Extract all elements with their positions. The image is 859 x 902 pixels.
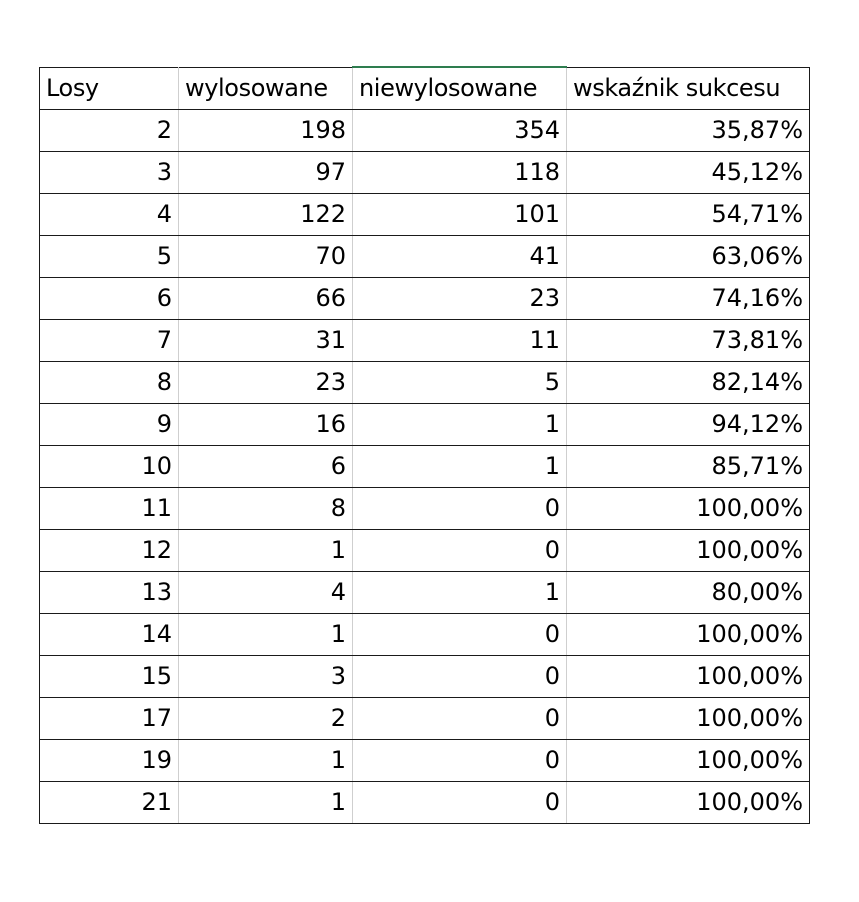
cell-wylosowane[interactable]: 122 [179,194,353,236]
cell-niewylosowane[interactable]: 354 [353,110,567,152]
cell-wylosowane[interactable]: 6 [179,446,353,488]
cell-losy[interactable]: 19 [40,740,179,782]
cell-losy[interactable]: 17 [40,698,179,740]
cell-niewylosowane[interactable]: 5 [353,362,567,404]
cell-wskaznik-sukcesu[interactable]: 35,87% [567,110,810,152]
cell-wylosowane[interactable]: 1 [179,782,353,824]
cell-niewylosowane[interactable]: 0 [353,488,567,530]
header-row [40,67,810,110]
cell-losy[interactable]: 3 [40,152,179,194]
table-row [40,572,810,614]
cell-losy[interactable]: 7 [40,320,179,362]
table-row [40,488,810,530]
header-niewylosowane[interactable]: niewylosowane [353,67,567,110]
cell-losy[interactable]: 13 [40,572,179,614]
cell-wylosowane[interactable]: 16 [179,404,353,446]
cell-niewylosowane[interactable]: 0 [353,740,567,782]
table-body [40,110,810,824]
cell-losy[interactable]: 6 [40,278,179,320]
cell-wskaznik-sukcesu[interactable]: 74,16% [567,278,810,320]
cell-wskaznik-sukcesu[interactable]: 100,00% [567,782,810,824]
table-row [40,152,810,194]
table-row [40,110,810,152]
table-row [40,530,810,572]
cell-losy[interactable]: 5 [40,236,179,278]
cell-wskaznik-sukcesu[interactable]: 82,14% [567,362,810,404]
cell-wskaznik-sukcesu[interactable]: 85,71% [567,446,810,488]
cell-losy[interactable]: 2 [40,110,179,152]
table-row [40,320,810,362]
cell-losy[interactable]: 11 [40,488,179,530]
table-row [40,404,810,446]
cell-wylosowane[interactable]: 3 [179,656,353,698]
cell-niewylosowane[interactable]: 11 [353,320,567,362]
cell-wskaznik-sukcesu[interactable]: 45,12% [567,152,810,194]
table-row [40,614,810,656]
cell-wskaznik-sukcesu[interactable]: 100,00% [567,614,810,656]
cell-niewylosowane[interactable]: 0 [353,698,567,740]
cell-losy[interactable]: 8 [40,362,179,404]
table-row [40,236,810,278]
cell-wylosowane[interactable]: 31 [179,320,353,362]
cell-wskaznik-sukcesu[interactable]: 54,71% [567,194,810,236]
table-row [40,194,810,236]
cell-wskaznik-sukcesu[interactable]: 80,00% [567,572,810,614]
table-row [40,446,810,488]
cell-losy[interactable]: 21 [40,782,179,824]
header-wylosowane[interactable]: wylosowane [179,67,353,110]
cell-wskaznik-sukcesu[interactable]: 73,81% [567,320,810,362]
data-table [39,66,810,824]
cell-losy[interactable]: 4 [40,194,179,236]
cell-wylosowane[interactable]: 23 [179,362,353,404]
cell-niewylosowane[interactable]: 23 [353,278,567,320]
cell-niewylosowane[interactable]: 0 [353,656,567,698]
cell-wylosowane[interactable]: 70 [179,236,353,278]
cell-niewylosowane[interactable]: 1 [353,572,567,614]
header-losy[interactable]: Losy [40,67,179,110]
cell-wylosowane[interactable]: 97 [179,152,353,194]
cell-wylosowane[interactable]: 1 [179,740,353,782]
cell-niewylosowane[interactable]: 1 [353,404,567,446]
cell-wylosowane[interactable]: 198 [179,110,353,152]
cell-wskaznik-sukcesu[interactable]: 63,06% [567,236,810,278]
cell-losy[interactable]: 15 [40,656,179,698]
table-row [40,362,810,404]
cell-wskaznik-sukcesu[interactable]: 100,00% [567,656,810,698]
cell-wylosowane[interactable]: 1 [179,614,353,656]
cell-wylosowane[interactable]: 1 [179,530,353,572]
cell-wskaznik-sukcesu[interactable]: 100,00% [567,740,810,782]
cell-niewylosowane[interactable]: 0 [353,782,567,824]
header-wskaznik-sukcesu[interactable]: wskaźnik sukcesu [567,67,810,110]
table-row [40,782,810,824]
table-row [40,278,810,320]
cell-wskaznik-sukcesu[interactable]: 94,12% [567,404,810,446]
cell-wskaznik-sukcesu[interactable]: 100,00% [567,488,810,530]
cell-niewylosowane[interactable]: 118 [353,152,567,194]
cell-losy[interactable]: 12 [40,530,179,572]
cell-niewylosowane[interactable]: 1 [353,446,567,488]
table-row [40,740,810,782]
cell-wskaznik-sukcesu[interactable]: 100,00% [567,698,810,740]
cell-wylosowane[interactable]: 8 [179,488,353,530]
cell-losy[interactable]: 10 [40,446,179,488]
table-row [40,698,810,740]
cell-losy[interactable]: 14 [40,614,179,656]
cell-wylosowane[interactable]: 66 [179,278,353,320]
table-row [40,656,810,698]
cell-niewylosowane[interactable]: 41 [353,236,567,278]
cell-wylosowane[interactable]: 2 [179,698,353,740]
cell-wylosowane[interactable]: 4 [179,572,353,614]
cell-losy[interactable]: 9 [40,404,179,446]
cell-niewylosowane[interactable]: 101 [353,194,567,236]
cell-niewylosowane[interactable]: 0 [353,530,567,572]
cell-wskaznik-sukcesu[interactable]: 100,00% [567,530,810,572]
cell-niewylosowane[interactable]: 0 [353,614,567,656]
